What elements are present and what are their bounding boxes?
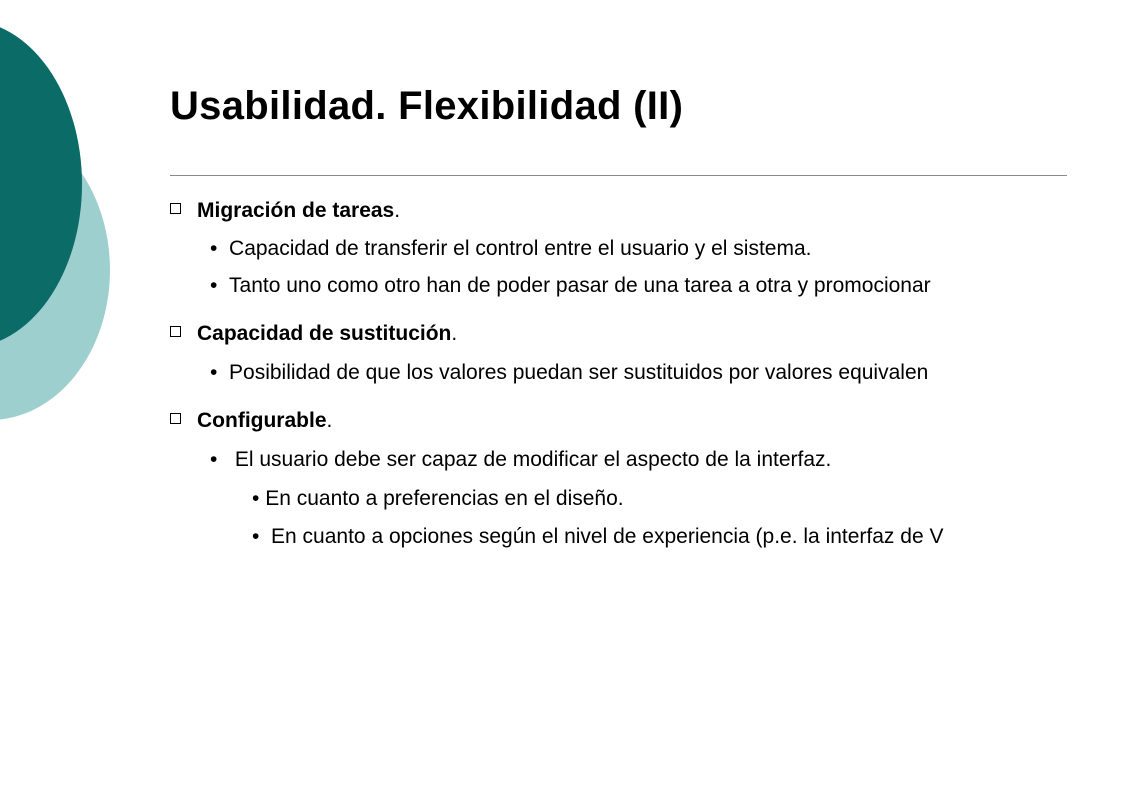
item-text: En cuanto a preferencias en el diseño. <box>265 487 624 510</box>
item-text: Tanto uno como otro han de poder pasar de una tarea a otra y promocionar <box>229 274 931 297</box>
title-divider <box>170 175 1067 176</box>
bullet-icon: • <box>210 237 218 260</box>
heading-period: . <box>326 409 333 432</box>
section-heading-sustitucion <box>170 321 457 347</box>
section-heading-migracion <box>170 198 400 224</box>
item-text: El usuario debe ser capaz de modificar el aspecto de la interfaz. <box>234 448 832 471</box>
heading-period: . <box>394 199 401 222</box>
sub-list-item <box>252 486 624 512</box>
sub-list-item <box>252 524 943 550</box>
heading-text: Capacidad de sustitución <box>197 322 452 345</box>
bullet-icon: • <box>252 487 260 510</box>
section-heading-configurable <box>170 408 332 434</box>
square-bullet-icon <box>170 413 181 424</box>
bullet-icon: • <box>210 274 218 297</box>
item-text: En cuanto a opciones según el nivel de experiencia (p.e. la interfaz de V <box>271 525 944 548</box>
square-bullet-icon <box>170 326 181 337</box>
heading-period: . <box>451 322 458 345</box>
bullet-icon: • <box>210 361 218 384</box>
item-text: Posibilidad de que los valores puedan ser sustituidos por valores equivalen <box>229 361 929 384</box>
bullet-icon: • <box>252 525 260 548</box>
list-item <box>210 447 831 473</box>
heading-text: Migración de tareas <box>197 199 395 222</box>
list-item <box>210 360 928 386</box>
slide-title: Usabilidad. Flexibilidad (II) <box>170 84 684 128</box>
bullet-icon: • <box>210 448 218 471</box>
square-bullet-icon <box>170 203 181 214</box>
list-item <box>210 236 811 262</box>
list-item <box>210 273 931 299</box>
item-text: Capacidad de transferir el control entre el usuario y el sistema. <box>229 237 812 260</box>
heading-text: Configurable <box>197 409 327 432</box>
